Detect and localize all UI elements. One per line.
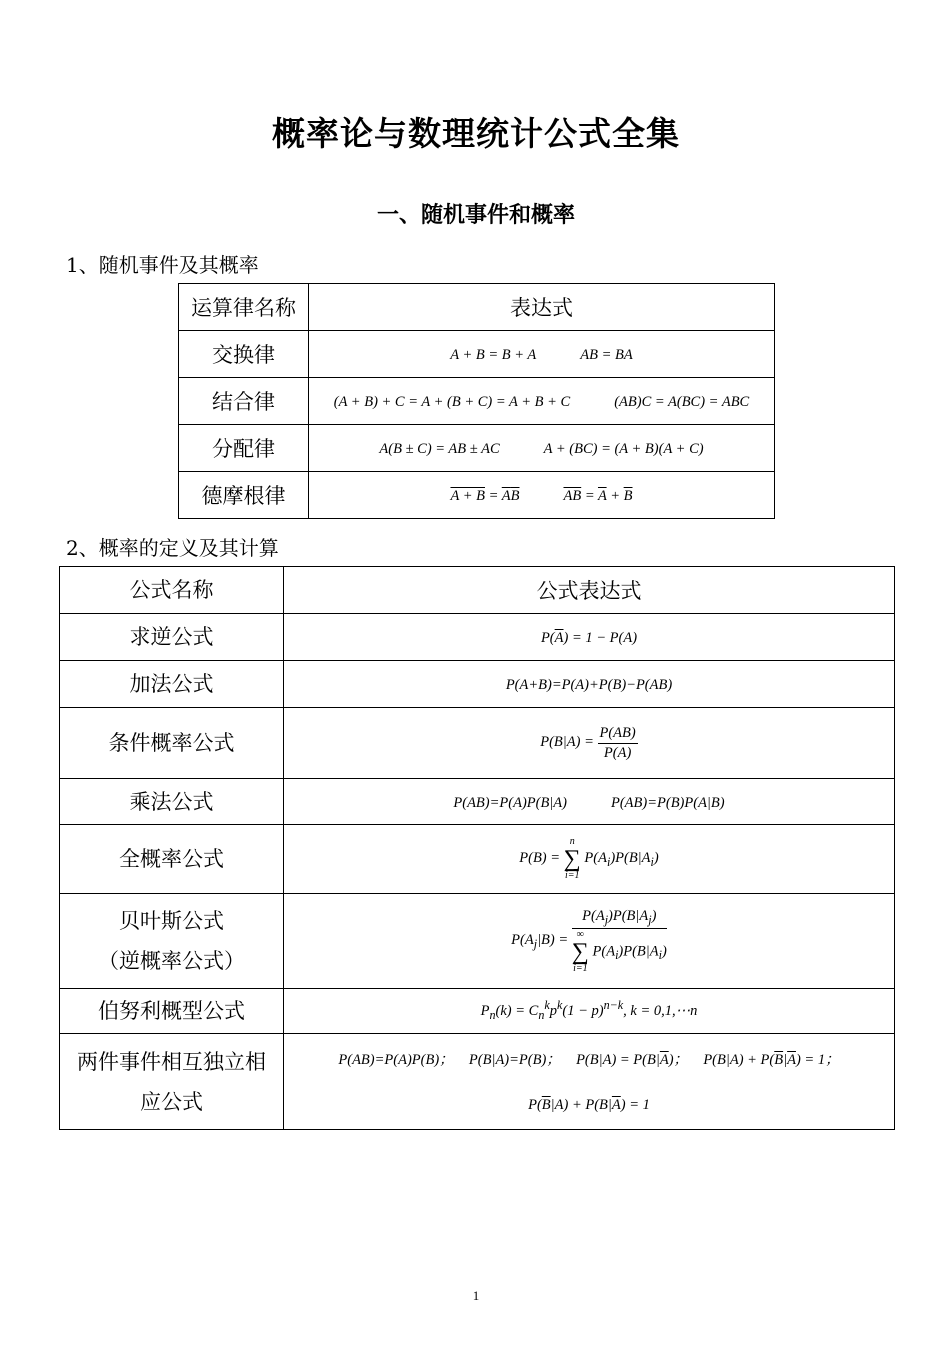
table-header-row xyxy=(179,284,775,331)
table-row xyxy=(60,614,895,661)
table-row xyxy=(60,894,895,989)
formula-name: 贝叶斯公式 （逆概率公式） xyxy=(60,894,284,989)
formula-name: 乘法公式 xyxy=(60,779,284,825)
formula-expression: $P(\overline{A}) = 1 - P(A)$ xyxy=(284,614,895,661)
page-number: 1 xyxy=(472,1288,480,1303)
probability-formulas-table xyxy=(59,566,895,1130)
table-row xyxy=(60,989,895,1034)
law-name: 交换律 xyxy=(179,331,309,378)
table-row xyxy=(179,331,775,378)
header-cell-name: 运算律名称 xyxy=(179,284,309,331)
header-cell-expression: 表达式 xyxy=(309,284,775,331)
table-row xyxy=(60,779,895,825)
formula-expression: P(AB)=P(A)P(B)； P(B|A)=P(B)； $P(B|A) = P(B|\overline{A})$； $P(B|A) + P(\overline{B}|\overline{A}) = 1$； $P(\overline{B}|A) + P(B|\overline{A}) = 1$ xyxy=(284,1034,895,1130)
law-expression: A + B = B + A AB = BA xyxy=(309,331,775,378)
section-title: 一、随机事件和概率 xyxy=(376,203,575,228)
law-expression: $A + B = \overline{A}\overline{B}$ $\overline{AB} = \overline{A} + \overline{B}$ xyxy=(309,472,775,519)
formula-expression: P(B) = n ∑ i=1 $P(A_i)P(B|A_i)$ xyxy=(284,825,895,894)
header-cell-name: 公式名称 xyxy=(60,567,284,614)
table-row xyxy=(179,472,775,519)
formula-expression: $P(A_j|B)$ = $P(A_j)P(B|A_j)$ ∞ ∑ i=1 $P(A_i)P(B|A_i)$ xyxy=(284,894,895,989)
formula-name: 全概率公式 xyxy=(60,825,284,894)
table-header-row xyxy=(60,567,895,614)
formula-name: 两件事件相互独立相 应公式 xyxy=(60,1034,284,1130)
header-cell-expression: 公式表达式 xyxy=(284,567,895,614)
law-name: 德摩根律 xyxy=(179,472,309,519)
formula-name: 加法公式 xyxy=(60,661,284,708)
subsection-heading-1: 1、随机事件及其概率 xyxy=(66,253,259,277)
table-row xyxy=(60,1034,895,1130)
formula-name: 伯努利概型公式 xyxy=(60,989,284,1034)
subsection-heading-2: 2、概率的定义及其计算 xyxy=(66,536,279,560)
formula-expression: P(AB)=P(A)P(B|A) P(AB)=P(B)P(A|B) xyxy=(284,779,895,825)
table-row xyxy=(60,825,895,894)
formula-expression: P(B|A) = $\frac{P(AB)}{P(A)}$ xyxy=(284,708,895,779)
table-row xyxy=(179,378,775,425)
law-name: 分配律 xyxy=(179,425,309,472)
law-name: 结合律 xyxy=(179,378,309,425)
table-row xyxy=(179,425,775,472)
formula-expression: P(A+B)=P(A)+P(B)−P(AB) xyxy=(284,661,895,708)
law-expression: A(B ± C) = AB ± AC A + (BC) = (A + B)(A + C) xyxy=(309,425,775,472)
table-row xyxy=(60,661,895,708)
document-title: 概率论与数理统计公式全集 xyxy=(272,114,680,153)
operation-laws-table xyxy=(178,283,775,519)
table-row xyxy=(60,708,895,779)
formula-name: 求逆公式 xyxy=(60,614,284,661)
formula-expression: $P_n(k) = C_n^kp^k(1 - p)^{n-k}$, k = 0,1,⋯n xyxy=(284,989,895,1034)
formula-name: 条件概率公式 xyxy=(60,708,284,779)
law-expression: (A + B) + C = A + (B + C) = A + B + C (AB)C = A(BC) = ABC xyxy=(309,378,775,425)
